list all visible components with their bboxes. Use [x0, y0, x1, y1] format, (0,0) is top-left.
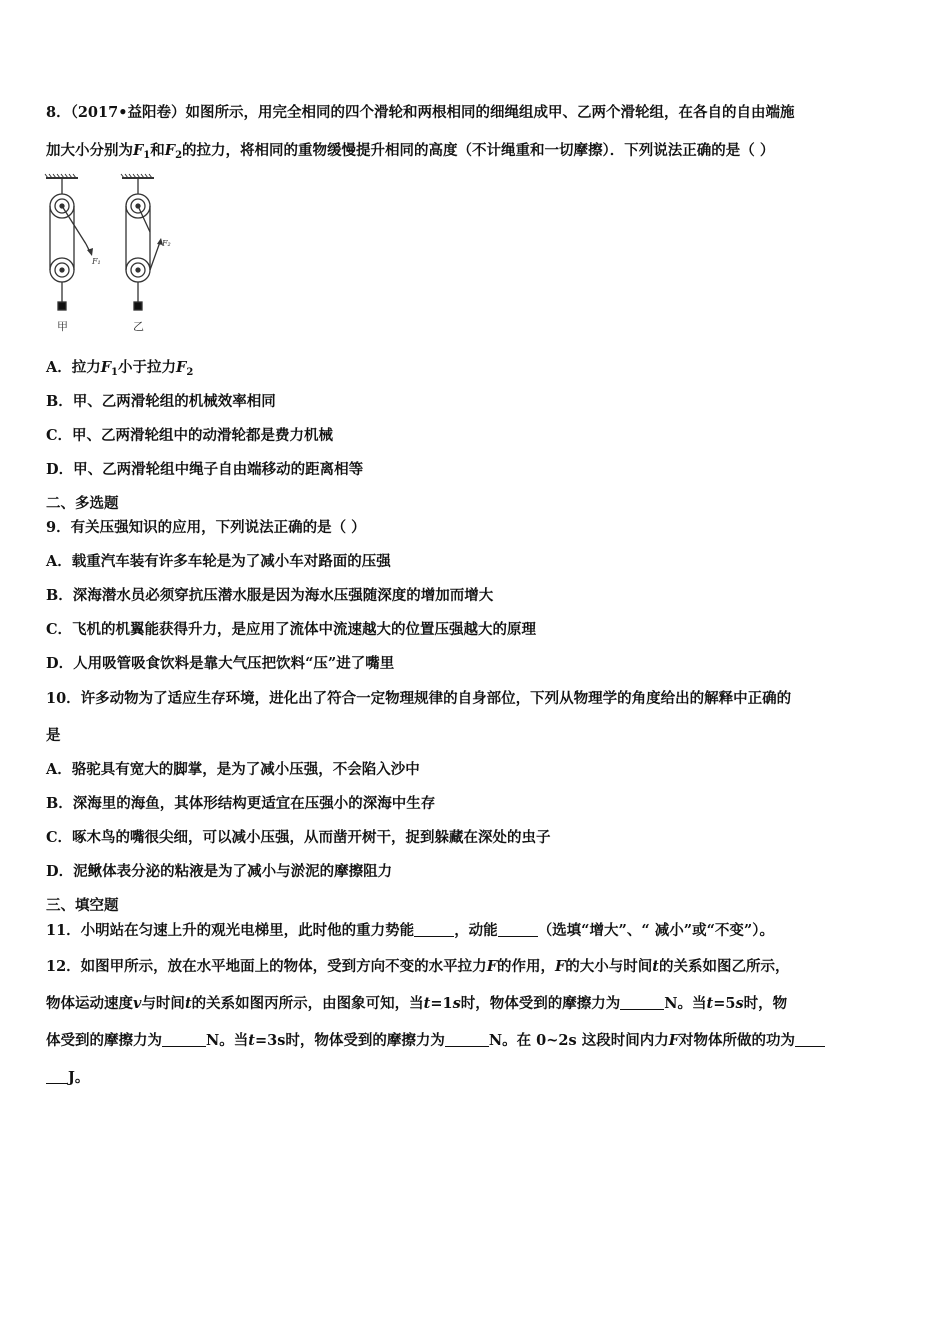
q8-text: 的拉力，将相同的重物缓慢提升相同的高度（不计绳重和一切摩擦）．下列说法正确的是（ ）: [182, 142, 775, 159]
q12-text: N。在 0~2s 这段时间内力: [488, 1032, 669, 1049]
left-ceiling: [45, 174, 78, 178]
q12-line2: [46, 994, 906, 1014]
right-pulley-system: [126, 178, 160, 310]
q8-text: 小于拉力: [118, 359, 177, 376]
q10-option-a: A．骆驼具有宽大的脚掌，是为了减小压强，不会陷入沙中: [46, 761, 420, 778]
var-F: F: [176, 359, 187, 376]
q10-stem-line1: 10．许多动物为了适应生存环境，进化出了符合一定物理规律的自身部位，下列从物理学的角度给出的解释中正确的: [46, 690, 792, 707]
q9-option-a: A．载重汽车装有许多车轮是为了减小车对路面的压强: [46, 553, 391, 570]
q11-line: [46, 921, 906, 941]
var-v: v: [133, 995, 142, 1012]
q8-option-d: D．甲、乙两滑轮组中绳子自由端移动的距离相等: [46, 461, 364, 478]
q8-option-b: B．甲、乙两滑轮组的机械效率相同: [46, 393, 276, 410]
q12-line4: [46, 1068, 906, 1088]
q12-text: 的关系如图乙所示，: [658, 958, 790, 975]
q12-line1: [46, 957, 906, 977]
f2-label: F₂: [162, 239, 171, 248]
q12-text: N。当: [206, 1032, 249, 1049]
answer-blank[interactable]: [414, 922, 454, 937]
q12-text: N。当: [664, 995, 707, 1012]
q12-text: 对物体所做的功为: [679, 1032, 796, 1049]
unit-s: s: [735, 995, 744, 1012]
q12-text: J。: [68, 1069, 90, 1086]
sub-2: 2: [175, 150, 183, 161]
q11-text: ，动能: [454, 922, 498, 939]
q12-value: =3s: [254, 1032, 286, 1049]
var-t: t: [184, 995, 192, 1012]
q8-text: 和: [150, 142, 165, 159]
var-F: F: [133, 142, 144, 159]
q12-value: =5: [713, 995, 736, 1012]
q12-text: 时，物: [743, 995, 788, 1012]
var-t: t: [706, 995, 714, 1012]
q12-value: =1: [430, 995, 453, 1012]
answer-blank[interactable]: [498, 922, 538, 937]
var-F: F: [554, 958, 566, 975]
q12-text: 的关系如图丙所示，由图象可知，当: [191, 995, 424, 1012]
var-t: t: [423, 995, 431, 1012]
answer-blank[interactable]: [445, 1032, 489, 1047]
figure-label-left: 甲: [57, 320, 68, 333]
var-F: F: [100, 359, 112, 376]
figure-label-right: 乙: [133, 320, 144, 333]
left-pulley-system: [50, 178, 86, 310]
q8-option-c: C．甲、乙两滑轮组中的动滑轮都是费力机械: [46, 427, 334, 444]
q12-text: 的作用，: [496, 958, 555, 975]
q9-option-b: B．深海潜水员必须穿抗压潜水服是因为海水压强随深度的增加而增大: [46, 587, 494, 604]
q10-option-d: D．泥鳅体表分泌的粘液是为了减小与淤泥的摩擦阻力: [46, 863, 393, 880]
q8-stem-text-1: 8．（2017•益阳卷）如图所示，用完全相同的四个滑轮和两根相同的细绳组成甲、乙两个滑轮组，在各自的自由端施: [46, 104, 795, 121]
q9-option-c: C．飞机的机翼能获得升力，是应用了流体中流速越大的位置压强越大的原理: [46, 621, 537, 638]
q9-option-d: D．人用吸管吸食饮料是靠大气压把饮料“压”进了嘴里: [46, 655, 395, 672]
pulley-figure: [40, 172, 180, 342]
answer-blank[interactable]: [795, 1032, 825, 1047]
q9-stem: 9．有关压强知识的应用，下列说法正确的是（ ）: [46, 519, 366, 536]
var-F: F: [486, 958, 497, 975]
sub-1: 1: [111, 367, 119, 378]
var-F: F: [668, 1032, 680, 1049]
var-t: t: [248, 1032, 255, 1049]
q8-stem-line2: [46, 141, 906, 161]
var-F: F: [164, 142, 176, 159]
section-heading-fill-in: 三、填空题: [46, 897, 119, 914]
right-ceiling: [121, 174, 154, 178]
answer-blank[interactable]: [162, 1032, 206, 1047]
var-t: t: [652, 958, 659, 975]
q12-text: 时，物体受到的摩擦力为: [460, 995, 621, 1012]
q12-text: 12．如图甲所示，放在水平地面上的物体，受到方向不变的水平拉力: [46, 958, 487, 975]
f1-label: F₁: [92, 257, 101, 266]
q12-text: 物体运动速度: [46, 995, 133, 1012]
q10-option-b: B．深海里的海鱼，其体形结构更适宜在压强小的深海中生存: [46, 795, 436, 812]
unit-s: s: [452, 995, 461, 1012]
q11-text: （选填“增大”、“ 减小”或“不变”）。: [537, 922, 775, 939]
q11-text: 11．小明站在匀速上升的观光电梯里，此时他的重力势能: [46, 922, 415, 939]
sub-2: 2: [186, 367, 194, 378]
q12-line3: [46, 1031, 906, 1051]
section-heading-multiple-choice: 二、多选题: [46, 495, 119, 512]
q8-stem-line1: [46, 103, 906, 123]
sub-1: 1: [143, 150, 151, 161]
q12-text: 体受到的摩擦力为: [46, 1032, 162, 1049]
q8-text: A．拉力: [46, 359, 101, 376]
q12-text: 的大小与时间: [565, 958, 653, 975]
q8-text: 加大小分别为: [46, 142, 133, 159]
q10-option-c: C．啄木鸟的嘴很尖细，可以减小压强，从而凿开树干，捉到躲藏在深处的虫子: [46, 829, 551, 846]
q12-text: 与时间: [141, 995, 185, 1012]
q8-option-a: [46, 358, 906, 378]
answer-blank[interactable]: [46, 1069, 68, 1084]
q10-stem-line2: 是: [46, 727, 61, 744]
answer-blank[interactable]: [620, 995, 664, 1010]
q12-text: 时，物体受到的摩擦力为: [285, 1032, 445, 1049]
f1-arrow: [86, 244, 101, 266]
